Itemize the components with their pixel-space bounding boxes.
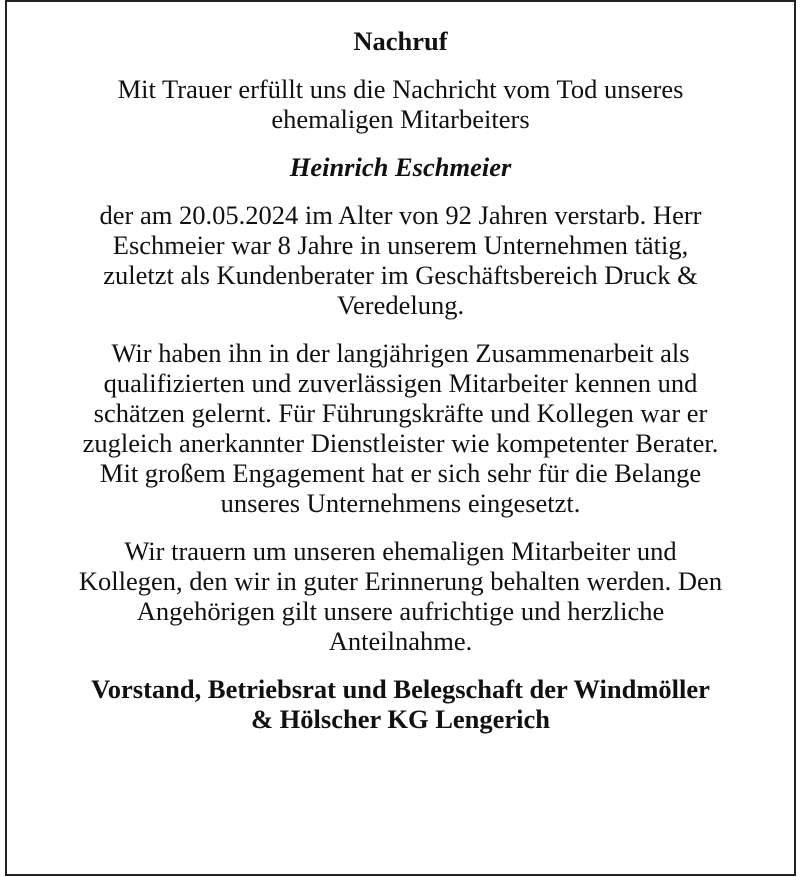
obituary-frame: [5, 0, 796, 876]
details-line: der am 20.05.2024 im Alter von 92 Jahren verstarb. Herr: [99, 200, 702, 230]
details-line: Eschmeier war 8 Jahre in unserem Unternehmen tätig,: [112, 230, 689, 260]
obituary-title: Nachruf: [353, 26, 448, 56]
tribute-line: unseres Unternehmens eingesetzt.: [220, 488, 581, 518]
tribute-line: zugleich anerkannter Dienstleister wie kompetenter Berater.: [82, 428, 719, 458]
condolence-line: Anteilnahme.: [328, 626, 473, 656]
tribute-line: Mit großem Engagement hat er sich sehr für die Belange: [99, 458, 702, 488]
signature: [21, 674, 780, 734]
tribute-line: Wir haben ihn in der langjährigen Zusammenarbeit als: [111, 338, 690, 368]
deceased-name: Heinrich Eschmeier: [289, 152, 512, 182]
details-line: Veredelung.: [336, 290, 465, 320]
condolence-paragraph: [21, 536, 780, 656]
signature-line: Vorstand, Betriebsrat und Belegschaft der Windmöller: [91, 674, 710, 704]
signature-line: & Hölscher KG Lengerich: [250, 704, 551, 734]
intro-paragraph: [21, 74, 780, 134]
condolence-line: Kollegen, den wir in guter Erinnerung behalten werden. Den: [78, 566, 723, 596]
details-line: zuletzt als Kundenberater im Geschäftsbereich Druck &: [103, 260, 698, 290]
intro-line: ehemaligen Mitarbeiters: [271, 104, 530, 134]
condolence-line: Angehörigen gilt unsere aufrichtige und herzliche: [136, 596, 665, 626]
tribute-paragraph: [21, 338, 780, 518]
tribute-line: schätzen gelernt. Für Führungskräfte und Kollegen war er: [93, 398, 708, 428]
condolence-line: Wir trauern um unseren ehemaligen Mitarbeiter und: [124, 536, 677, 566]
details-paragraph: [21, 200, 780, 320]
intro-line: Mit Trauer erfüllt uns die Nachricht vom Tod unseres: [117, 74, 684, 104]
obituary-content: [7, 2, 794, 734]
tribute-line: qualifizierten und zuverlässigen Mitarbeiter kennen und: [103, 368, 698, 398]
